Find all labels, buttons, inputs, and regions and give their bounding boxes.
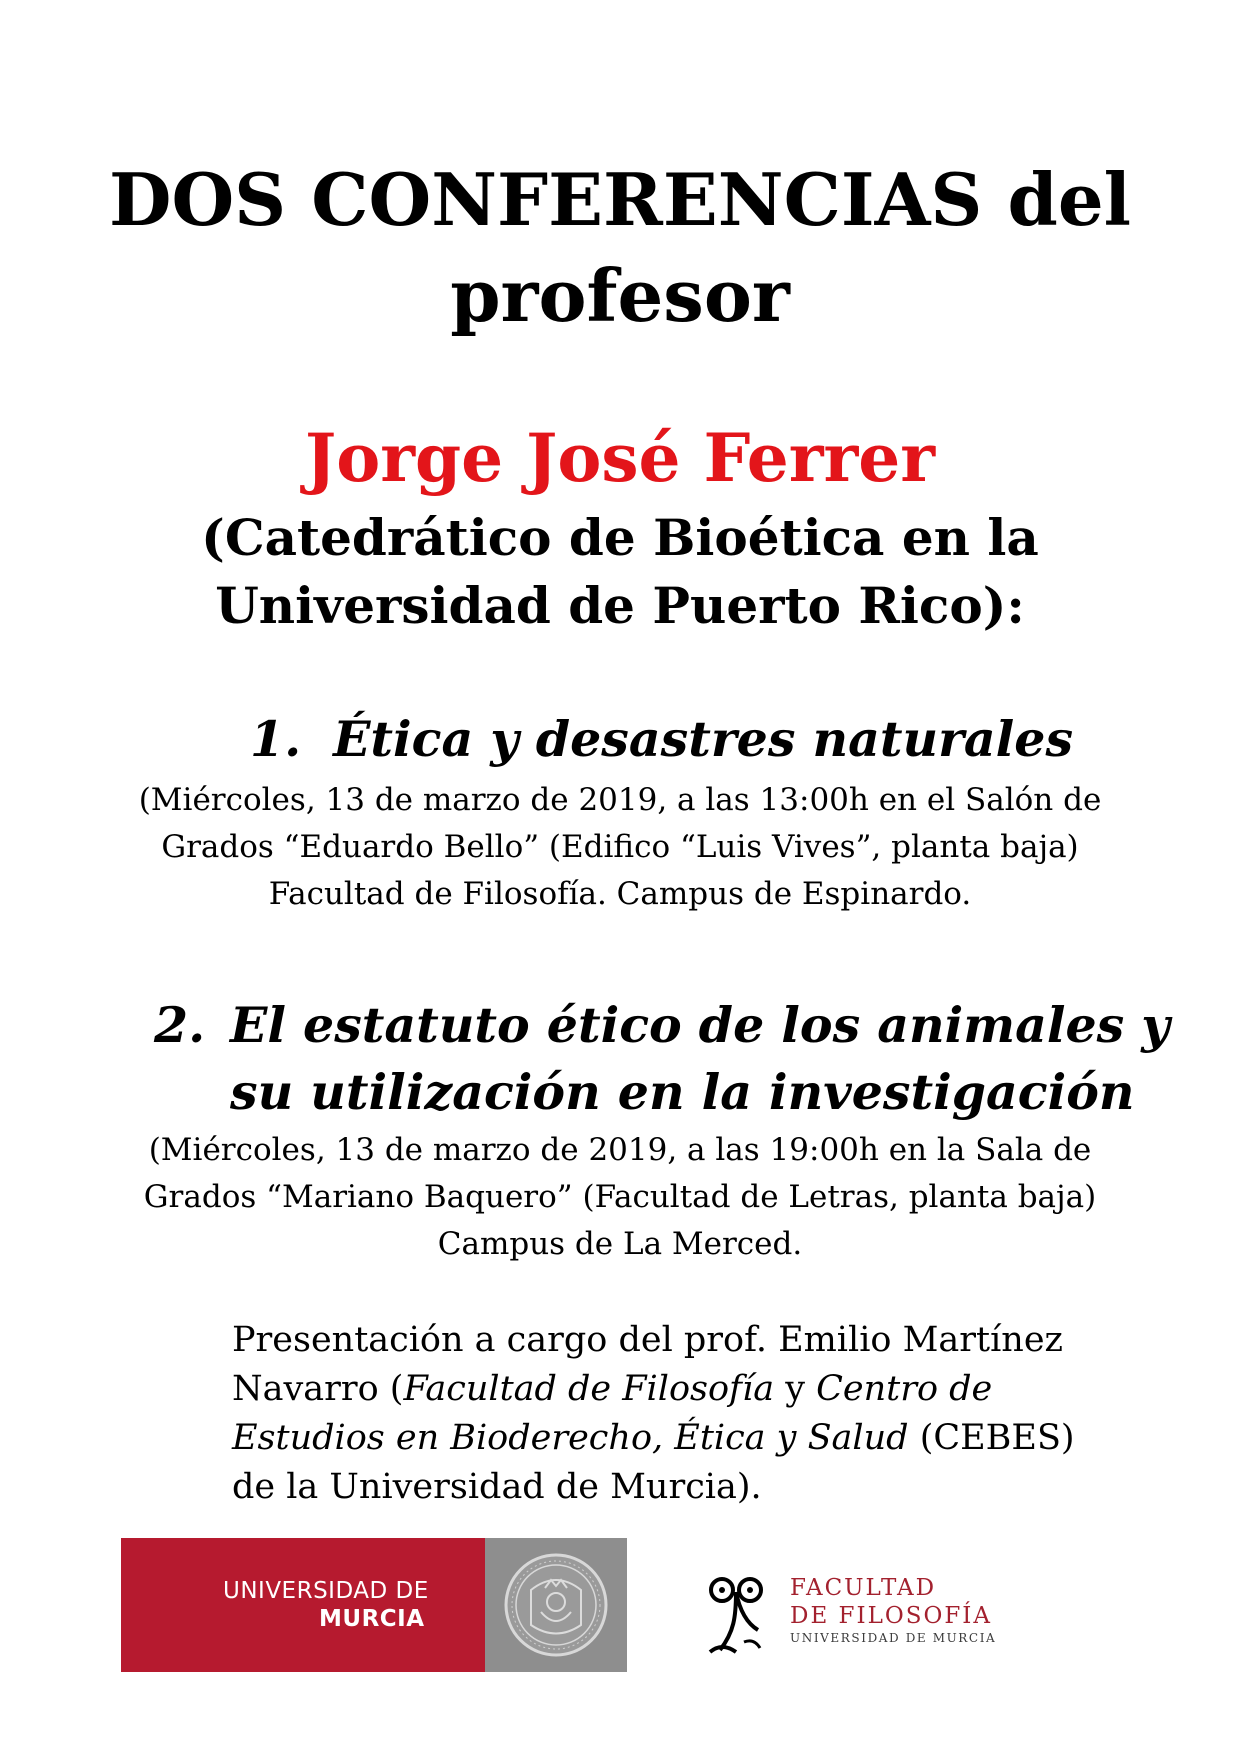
speaker-name: Jorge José Ferrer — [304, 419, 936, 497]
talk-1-details-line-3: Facultad de Filosofía. Campus de Espinardo. — [268, 876, 972, 912]
ff-logo-line-2: DE FILOSOFÍA — [790, 1603, 992, 1629]
talk-2-details-line-2: Grados “Mariano Baquero” (Facultad de Letras, planta baja) — [143, 1179, 1097, 1215]
talk-1-title-line-1: Ética y desastres naturales — [333, 710, 1074, 768]
talk-2-title — [154, 992, 1170, 1126]
affiliation-line-2: Universidad de Puerto Rico): — [215, 576, 1025, 635]
talk-1-details — [0, 777, 1240, 918]
ff-logo-line-3: UNIVERSIDAD DE MURCIA — [790, 1631, 997, 1645]
talk-1-details-line-2: Grados “Eduardo Bello” (Edifico “Luis Vives”, planta baja) — [161, 829, 1079, 865]
title-line-1: DOS CONFERENCIAS del — [109, 157, 1131, 242]
presentation-text-1: Presentación a cargo del prof. Emilio Martínez Navarro ( — [232, 1320, 1063, 1409]
um-logo-red-block — [121, 1538, 485, 1672]
talk-2-title-line-1: El estatuto ético de los animales y — [230, 996, 1170, 1054]
presentation-paragraph — [232, 1316, 1112, 1512]
speaker-affiliation — [0, 504, 1240, 640]
talk-2-details — [0, 1127, 1240, 1268]
affiliation-line-1: (Catedrático de Bioética en la — [201, 508, 1039, 567]
facultad-filosofia-logo — [700, 1572, 1000, 1662]
presentation-italic-2: Centro de Estudios en Bioderecho, Ética y Salud — [232, 1369, 993, 1458]
owl-emblem-icon — [700, 1572, 780, 1658]
facultad-filosofia-text — [790, 1574, 996, 1646]
talk-1-details-line-1: (Miércoles, 13 de marzo de 2019, a las 13:00h en el Salón de — [138, 782, 1102, 818]
university-seal-icon — [501, 1550, 611, 1660]
page-title — [0, 152, 1240, 344]
talk-2-number: 2. — [154, 996, 206, 1054]
title-line-2: profesor — [450, 253, 790, 338]
um-logo-line-1: UNIVERSIDAD DE — [223, 1578, 429, 1604]
um-seal-block — [485, 1538, 627, 1672]
presentation-text-3: (CEBES) de la Universidad de Murcia). — [232, 1418, 1075, 1507]
talk-1-number: 1. — [250, 710, 302, 768]
ff-logo-line-1: FACULTAD — [790, 1575, 937, 1601]
um-logo-line-2: MURCIA — [319, 1606, 425, 1632]
talk-1-title — [250, 706, 1073, 773]
talk-2-details-line-1: (Miércoles, 13 de marzo de 2019, a las 19:00h en la Sala de — [148, 1132, 1092, 1168]
talk-2-title-line-2: su utilización en la investigación — [230, 1063, 1135, 1121]
universidad-murcia-logo — [121, 1538, 627, 1672]
presentation-text-2: y — [774, 1369, 817, 1409]
presentation-italic-1: Facultad de Filosofía — [403, 1369, 775, 1409]
talk-2-details-line-3: Campus de La Merced. — [437, 1226, 803, 1262]
